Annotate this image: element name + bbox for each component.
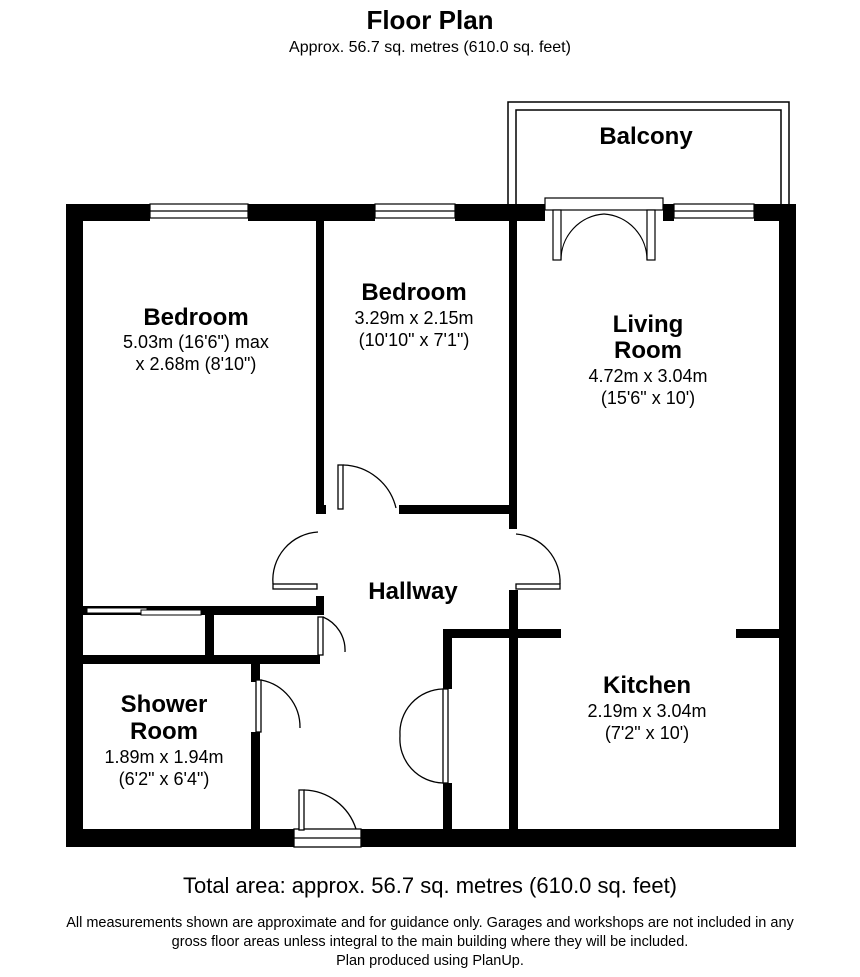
disclaimer-line-1: All measurements shown are approximate and for guidance only. Garages and workshops are not included in any (66, 915, 794, 931)
disclaimer-line-3: Plan produced using PlanUp. (336, 953, 524, 969)
balcony-outline (508, 102, 789, 206)
room-dim-living-line2: (15'6" x 10') (600, 388, 696, 408)
room-dim-shower-line1: 1.89m x 1.94m (104, 747, 224, 767)
room-name-bedroom-1: Bedroom (143, 304, 249, 331)
total-area: Total area: approx. 56.7 sq. metres (610.0 sq. feet) (182, 873, 678, 898)
room-name-shower-line1: Shower (120, 691, 208, 718)
room-name-living-line2: Room (614, 337, 682, 364)
room-name-balcony: Balcony (599, 123, 693, 150)
room-dim-shower-line2: (6'2" x 6'4") (118, 769, 210, 789)
room-dim-bedroom-1-line2: x 2.68m (8'10") (135, 354, 257, 374)
room-dim-bedroom-2-line1: 3.29m x 2.15m (354, 308, 474, 328)
room-name-hallway: Hallway (368, 578, 458, 605)
room-dim-kitchen-line2: (7'2" x 10') (604, 723, 690, 743)
room-name-bedroom-2: Bedroom (361, 279, 467, 306)
room-name-kitchen: Kitchen (602, 672, 692, 699)
balcony-doors (553, 210, 655, 260)
room-name-living-line1: Living (612, 311, 684, 338)
plan-subtitle: Approx. 56.7 sq. metres (610.0 sq. feet) (289, 39, 571, 56)
plan-title: Floor Plan (366, 5, 494, 35)
room-name-shower-line2: Room (130, 718, 198, 745)
disclaimer (0, 914, 860, 971)
room-dim-living-line1: 4.72m x 3.04m (588, 366, 708, 386)
room-dim-kitchen-line1: 2.19m x 3.04m (587, 701, 707, 721)
disclaimer-line-2: gross floor areas unless integral to the main building where they will be included. (171, 934, 689, 950)
room-dim-bedroom-2-line2: (10'10" x 7'1") (358, 330, 470, 350)
room-dim-bedroom-1-line1: 5.03m (16'6") max (123, 332, 269, 352)
